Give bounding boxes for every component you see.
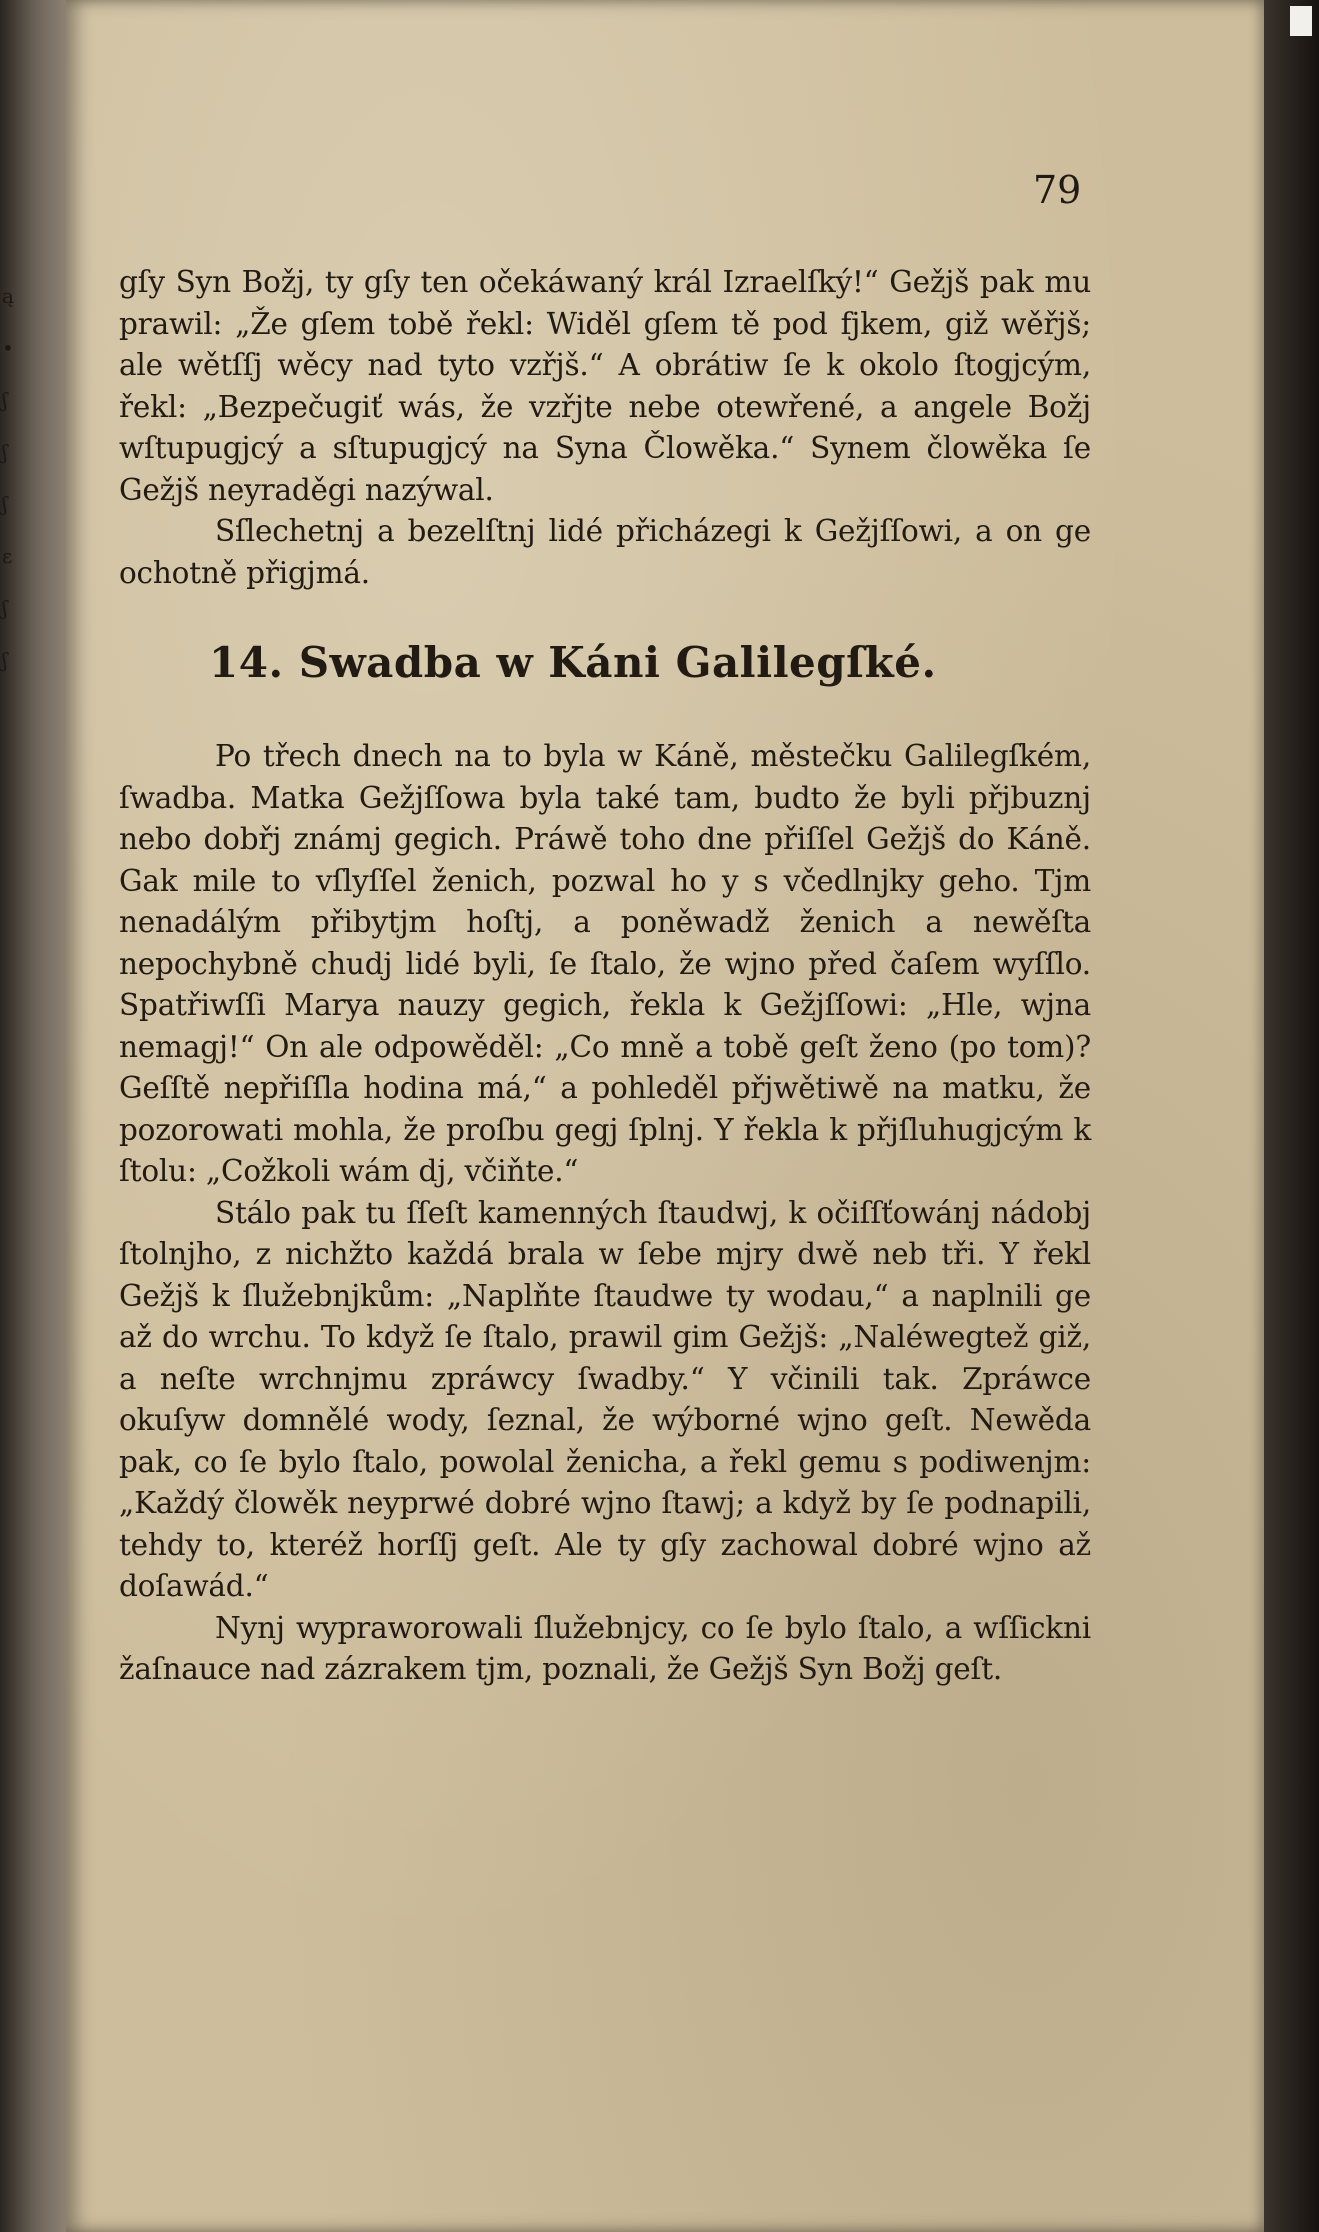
paragraph: Nynj wypraworowali ſlužebnjcy, co ſe bylo ſtalo, a wſſickni žaſnauce nad zázrakem tjm, poznali, že Gežjš Syn Božj geſt.	[119, 1610, 1091, 1686]
paragraph: Stálo pak tu ſſeſt kamenných ſtaudwj, k očiſſťowánj nádobj ſtolnjho, z nichžto každá brala w ſebe mjry dwě neb tři. Y řekl Gežjš k ſlužebnjkům: „Naplňte ſtaudwe ty wodau,“ a naplnili ge až do wrchu. To když ſe ſtalo, prawil gim Gežjš: „Naléwegtež giž, a neſte wrchnjmu zpráwcy ſwadby.“ Y včinili tak. Zpráwce okuſyw domnělé wody, ſeznal, že wýborné wjno geſt. Newěda pak, co ſe bylo ſtalo, powolal ženicha, a řekl gemu s podiwenjm: „Každý člowěk neyprwé dobré wjno ſtawj; a když by ſe podnapili, tehdy to, kteréž horſſj geſt. Ale ty gſy zachowal dobré wjno až doſawád.“	[119, 1195, 1091, 1603]
margin-mark: ʃ	[2, 596, 8, 620]
page-text	[119, 262, 1091, 1691]
right-page-edge	[1264, 0, 1319, 2232]
paragraph: gſy Syn Božj, ty gſy ten očekáwaný král Izraelſký!“ Gežjš pak mu prawil: „Že gſem tobě řekl: Widěl gſem tě pod fjkem, giž wěřjš; ale wětſſj wěcy nad tyto vzřjš.“ A obrátiw ſe k okolo ſtogjcým, řekl: „Bezpečugiť wás, že vzřjte nebe otewřené, a angele Božj wſtupugjcý a sſtupugjcý na Syna Člowěka.“ Synem člowěka ſe Gežjš neyraděgi nazýwal.	[119, 265, 1091, 507]
paragraph: Po třech dnech na to byla w Káně, městečku Galilegſkém, ſwadba. Matka Gežjſſowa byla také tam, budto že byli přjbuznj nebo dobřj známj gegich. Práwě toho dne přiſſel Gežjš do Káně. Gak mile to vſlyſſel ženich, pozwal ho y s včedlnjky geho. Tjm nenadálým přibytjm hoſtj, a poněwadž ženich a newěſta nepochybně chudj lidé byli, ſe ſtalo, že wjno před čaſem wyſſlo. Spatřiwſſi Marya nauzy gegich, řekla k Gežjſſowi: „Hle, wjna nemagj!“ On ale odpowěděl: „Co mně a tobě geſt ženo (po tom)? Geſſtě nepřiſſla hodina má,“ a pohleděl přjwětiwě na matku, že pozorowati mohla, že proſbu gegj ſplnj. Y řekla k přjſluhugjcým k ſtolu: „Cožkoli wám dj, včiňte.“	[119, 739, 1091, 1188]
margin-mark: ʃ	[2, 440, 8, 464]
margin-mark: ʃ	[2, 648, 8, 672]
paragraph: Sſlechetnj a bezelſtnj lidé přicházegi k Gežjſſowi, a on ge ochotně přigjmá.	[119, 514, 1091, 590]
margin-mark: ɛ	[2, 544, 13, 568]
margin-mark: •	[2, 336, 14, 360]
left-margin-marks	[2, 270, 20, 686]
margin-mark: ʃ	[2, 388, 8, 412]
section-heading: 14. Swadba w Káni Galilegſké.	[209, 638, 937, 687]
left-page-gutter	[0, 0, 66, 2232]
page-number: 79	[1033, 168, 1082, 212]
margin-mark: ą	[2, 284, 14, 308]
scan-corner-mark	[1290, 6, 1312, 36]
margin-mark: ʃ	[2, 492, 8, 516]
